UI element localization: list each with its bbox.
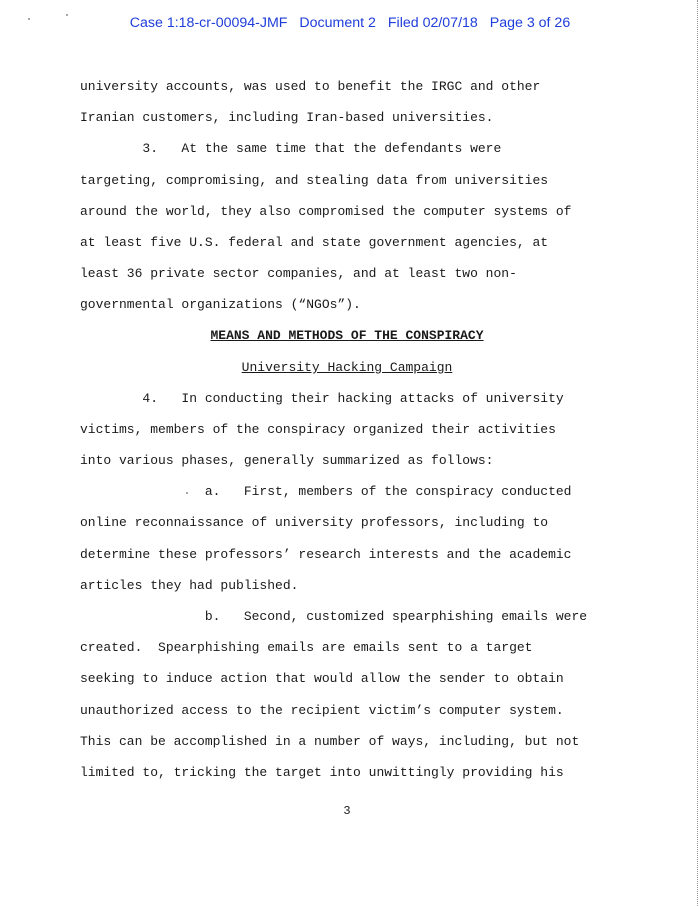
text-line: online reconnaissance of university professors, including to <box>80 515 549 530</box>
text-line: articles they had published. <box>80 578 299 593</box>
text-line: university accounts, was used to benefit the IRGC and other <box>80 79 541 94</box>
case-header <box>0 15 700 31</box>
subsection-heading: University Hacking Campaign <box>241 360 453 375</box>
document-number: Document 2 <box>299 15 376 31</box>
text-line: created. Spearphishing emails are emails sent to a target <box>80 640 533 655</box>
case-number: Case 1:18-cr-00094-JMF <box>129 15 288 31</box>
text-line: targeting, compromising, and stealing data from universities <box>80 173 549 188</box>
text-line: limited to, tricking the target into unwittingly providing his <box>80 765 564 780</box>
filed-date: Filed 02/07/18 <box>387 15 478 31</box>
section-heading: MEANS AND METHODS OF THE CONSPIRACY <box>210 328 484 343</box>
text-line: least 36 private sector companies, and at least two non- <box>80 266 517 281</box>
page-edge <box>697 0 698 906</box>
page-number: 3 <box>343 804 351 818</box>
paragraph-4-start: 4. In conducting their hacking attacks of university <box>80 391 564 406</box>
subparagraph-a-start: a. First, members of the conspiracy conducted <box>80 484 572 499</box>
text-line: around the world, they also compromised the computer systems of <box>80 204 572 219</box>
text-line: Iranian customers, including Iran-based universities. <box>80 110 494 125</box>
text-line: victims, members of the conspiracy organized their activities <box>80 422 556 437</box>
text-line: determine these professors’ research interests and the academic <box>80 547 572 562</box>
page-count: Page 3 of 26 <box>489 15 571 31</box>
paragraph-3-start: 3. At the same time that the defendants were <box>80 141 502 156</box>
subparagraph-b-start: b. Second, customized spearphishing emails were <box>80 609 588 624</box>
text-line: into various phases, generally summarized as follows: <box>80 453 494 468</box>
text-line: seeking to induce action that would allow the sender to obtain <box>80 671 564 686</box>
text-line: unauthorized access to the recipient victim’s computer system. <box>80 703 564 718</box>
text-line: governmental organizations (“NGOs”). <box>80 297 361 312</box>
text-line: This can be accomplished in a number of ways, including, but not <box>80 734 580 749</box>
text-line: at least five U.S. federal and state government agencies, at <box>80 235 549 250</box>
